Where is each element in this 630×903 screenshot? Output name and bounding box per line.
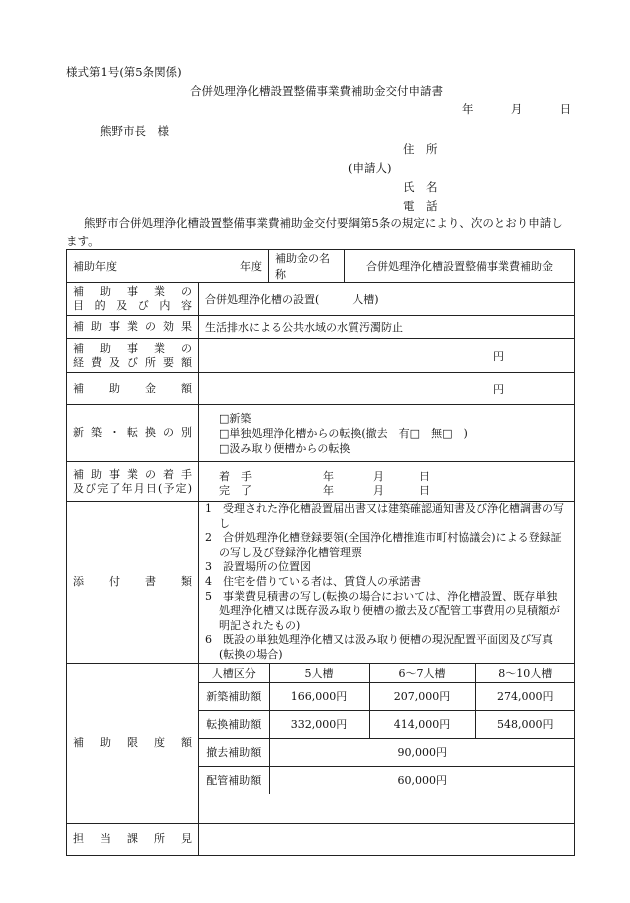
limit-header-category: 人槽区分 <box>199 664 269 683</box>
convert-subsidy-6-7: 414,000円 <box>369 710 475 738</box>
piping-subsidy-label: 配管補助額 <box>199 766 269 794</box>
start-label: 着 手 <box>219 469 252 483</box>
limit-cell <box>199 663 575 823</box>
date-year: 年 <box>462 102 474 116</box>
applicant-label: (申請人) <box>348 161 392 175</box>
cost-label-line2: 経費及び所要額 <box>73 355 192 369</box>
attachment-item: 1 受理された浄化槽設置届出書又は建築確認通知書及び浄化槽調書の写し <box>205 502 564 530</box>
removal-subsidy-label: 撤去補助額 <box>199 738 269 766</box>
end-year: 年 <box>323 483 334 497</box>
end-label: 完 了 <box>219 483 252 497</box>
convert-subsidy-5: 332,000円 <box>269 710 369 738</box>
limit-header-8-10: 8〜10人槽 <box>475 664 575 683</box>
schedule-label-line1: 補助事業の着手 <box>73 467 192 481</box>
officer-comments[interactable] <box>199 823 575 855</box>
limit-label: 補 助 限 度 額 <box>67 663 199 823</box>
cost-label-line1: 補 助 事 業 の <box>73 341 192 355</box>
cost-value[interactable]: 円 <box>199 339 575 373</box>
new-subsidy-5: 166,000円 <box>269 682 369 710</box>
end-day: 日 <box>419 483 430 497</box>
attachment-item: 5 事業費見積書の写し(転換の場合においては、浄化槽設置、既存単独処理浄化槽又は既存汲み取り便槽の撤去及び配管工事費用の見積額が明記されたもの) <box>205 589 560 632</box>
fiscal-year-label: 補助年度 <box>73 260 117 273</box>
attachment-item: 4 住宅を借りている者は、賃貸人の承諾書 <box>205 574 421 588</box>
new-subsidy-8-10: 274,000円 <box>475 682 575 710</box>
attachment-item: 6 既設の単独処理浄化槽又は汲み取り便槽の現況配置平面図及び写真(転換の場合) <box>205 633 553 661</box>
document-title: 合併処理浄化槽設置整備事業費補助金交付申請書 <box>190 84 443 98</box>
application-table <box>66 249 575 856</box>
cost-label <box>67 339 199 373</box>
type-options <box>199 405 575 462</box>
intro-text-line1: 熊野市合併処理浄化槽設置整備事業費補助金交付要綱第5条の規定により、次のとおり申請し <box>84 216 563 230</box>
intro-text-line2: ます。 <box>66 234 100 248</box>
purpose-label-line2: 目的及び内容 <box>73 299 192 312</box>
attachment-item: 2 合併処理浄化槽登録要領(全国浄化槽推進市町村協議会)による登録証の写し及び登録浄化槽管理票 <box>205 531 562 559</box>
attachment-item: 3 設置場所の位置図 <box>205 560 311 574</box>
type-option-new[interactable]: □新築 <box>219 411 252 425</box>
attachments-label: 添 付 書 類 <box>67 502 199 664</box>
attachments-list <box>199 502 575 664</box>
limit-header-6-7: 6〜7人槽 <box>369 664 475 683</box>
fiscal-year-cell[interactable] <box>67 250 269 283</box>
end-month: 月 <box>373 483 384 497</box>
amount-label: 補 助 金 額 <box>67 373 199 405</box>
effect-value: 生活排水による公共水域の水質汚濁防止 <box>199 316 575 339</box>
new-subsidy-label: 新築補助額 <box>199 682 269 710</box>
form-number: 様式第1号(第5条関係) <box>66 65 182 79</box>
schedule-label <box>67 462 199 502</box>
amount-value[interactable]: 円 <box>199 373 575 405</box>
name-label: 氏 名 <box>403 180 438 194</box>
schedule-label-line2: 及び完了年月日(予定) <box>73 481 192 495</box>
type-label: 新築・転換の別 <box>67 405 199 462</box>
addressee: 熊野市長 様 <box>100 124 169 138</box>
subsidy-name-value: 合併処理浄化槽設置整備事業費補助金 <box>345 250 575 283</box>
type-option-convert-pit[interactable]: □汲み取り便槽からの転換 <box>219 441 351 455</box>
schedule-values[interactable] <box>199 462 575 502</box>
removal-subsidy-value: 90,000円 <box>269 738 575 766</box>
effect-label: 補助事業の効果 <box>67 316 199 339</box>
start-year: 年 <box>323 469 334 483</box>
phone-label: 電 話 <box>403 199 438 213</box>
subsidy-name-label: 補助金の名称 <box>269 250 345 283</box>
piping-subsidy-value: 60,000円 <box>269 766 575 794</box>
convert-subsidy-label: 転換補助額 <box>199 710 269 738</box>
officer-label: 担 当 課 所 見 <box>67 823 199 855</box>
purpose-value[interactable]: 合併処理浄化槽の設置( 人槽) <box>199 283 575 316</box>
new-subsidy-6-7: 207,000円 <box>369 682 475 710</box>
address-label: 住 所 <box>403 142 438 156</box>
limit-table <box>199 664 575 794</box>
purpose-label-line1: 補 助 事 業 の <box>73 285 192 298</box>
convert-subsidy-8-10: 548,000円 <box>475 710 575 738</box>
fiscal-year-suffix: 年度 <box>240 260 262 273</box>
limit-header-5: 5人槽 <box>269 664 369 683</box>
date-month: 月 <box>510 102 523 116</box>
start-month: 月 <box>373 469 384 483</box>
type-option-convert-single[interactable]: □単独処理浄化槽からの転換(撤去 有□ 無□ ) <box>219 426 468 440</box>
purpose-label <box>67 283 199 316</box>
start-day: 日 <box>419 469 430 483</box>
date-day: 日 <box>559 102 572 116</box>
date-line <box>462 101 571 117</box>
